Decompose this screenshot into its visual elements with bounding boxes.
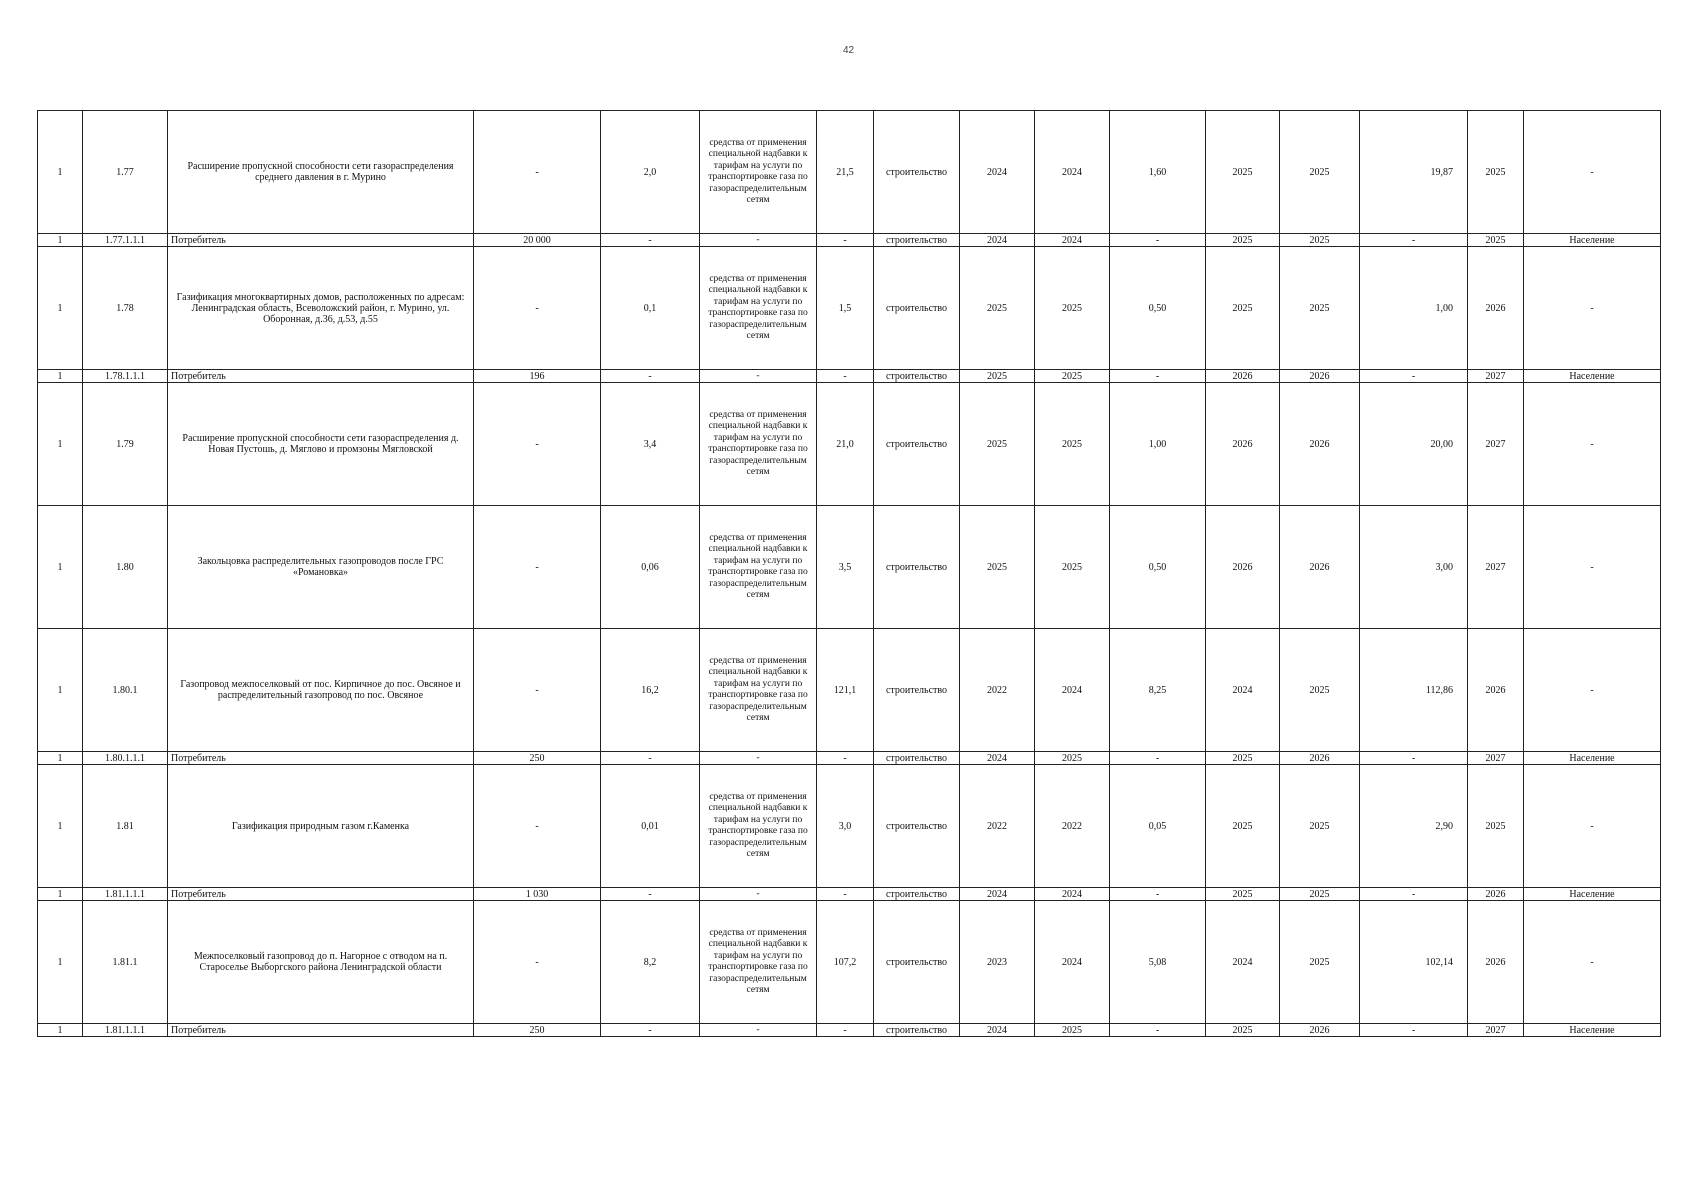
cell-quantity: - [474, 629, 601, 752]
cell-design-end: 2024 [1035, 888, 1110, 901]
cell-design-end: 2024 [1035, 901, 1110, 1024]
cell-quantity: 20 000 [474, 234, 601, 247]
cell-quantity: - [474, 901, 601, 1024]
cell-design-end: 2025 [1035, 1024, 1110, 1037]
cell-name: Потребитель [168, 888, 474, 901]
cell-name: Потребитель [168, 1024, 474, 1037]
table-row [38, 901, 1661, 1024]
cell-design-cost: - [1110, 1024, 1206, 1037]
cell-commission-year: 2026 [1468, 629, 1524, 752]
cell-work-type: строительство [874, 111, 960, 234]
cell-design-cost: 1,00 [1110, 383, 1206, 506]
cell-name: Расширение пропускной способности сети газораспределения д. Новая Пустошь, д. Мяглово и промзоны Мягловской [168, 383, 474, 506]
cell-num: 1 [38, 234, 83, 247]
cell-build-cost: 19,87 [1360, 111, 1468, 234]
table-subrow [38, 1024, 1661, 1037]
cell-length: 0,1 [601, 247, 700, 370]
cell-build-start: 2025 [1206, 247, 1280, 370]
cell-design-start: 2024 [960, 888, 1035, 901]
cell-num: 1 [38, 752, 83, 765]
cell-length: 0,06 [601, 506, 700, 629]
cell-work-type: строительство [874, 234, 960, 247]
cell-num: 1 [38, 901, 83, 1024]
cell-commission-year: 2026 [1468, 901, 1524, 1024]
page-number: 42 [842, 45, 855, 56]
cell-code: 1.81.1.1.1 [83, 1024, 168, 1037]
cell-consumer-type: - [1524, 765, 1661, 888]
table-row [38, 247, 1661, 370]
cell-name: Газификация природным газом г.Каменка [168, 765, 474, 888]
cell-cost: - [817, 888, 874, 901]
cell-quantity: 250 [474, 752, 601, 765]
cell-name: Потребитель [168, 752, 474, 765]
cell-consumer-type: Население [1524, 888, 1661, 901]
cell-name: Газификация многоквартирных домов, расположенных по адресам: Ленинградская область, Всеволожский район, г. Мурино, ул. Оборонная, д.36, д.53, д.55 [168, 247, 474, 370]
cell-build-cost: - [1360, 752, 1468, 765]
cell-design-end: 2024 [1035, 629, 1110, 752]
cell-length: 8,2 [601, 901, 700, 1024]
cell-build-start: 2025 [1206, 111, 1280, 234]
cell-quantity: - [474, 765, 601, 888]
table-row [38, 765, 1661, 888]
cell-design-cost: 5,08 [1110, 901, 1206, 1024]
cell-cost: 3,5 [817, 506, 874, 629]
cell-design-start: 2025 [960, 247, 1035, 370]
cell-build-cost: - [1360, 234, 1468, 247]
cell-code: 1.81 [83, 765, 168, 888]
cell-commission-year: 2025 [1468, 765, 1524, 888]
cell-build-start: 2025 [1206, 888, 1280, 901]
cell-consumer-type: Население [1524, 1024, 1661, 1037]
cell-length: - [601, 1024, 700, 1037]
cell-name: Расширение пропускной способности сети газораспределения среднего давления в г. Мурино [168, 111, 474, 234]
cell-build-end: 2026 [1280, 752, 1360, 765]
cell-design-start: 2025 [960, 506, 1035, 629]
cell-design-start: 2024 [960, 234, 1035, 247]
cell-consumer-type: - [1524, 506, 1661, 629]
cell-funding-source: средства от применения специальной надбавки к тарифам на услуги по транспортировке газа по газораспределительным сетям [700, 901, 817, 1024]
cell-design-end: 2025 [1035, 506, 1110, 629]
cell-design-end: 2024 [1035, 234, 1110, 247]
cell-code: 1.79 [83, 383, 168, 506]
table-row [38, 111, 1661, 234]
cell-funding-source: средства от применения специальной надбавки к тарифам на услуги по транспортировке газа по газораспределительным сетям [700, 247, 817, 370]
cell-commission-year: 2027 [1468, 370, 1524, 383]
cell-build-end: 2025 [1280, 888, 1360, 901]
cell-design-cost: 8,25 [1110, 629, 1206, 752]
cell-build-start: 2025 [1206, 1024, 1280, 1037]
cell-build-cost: 2,90 [1360, 765, 1468, 888]
cell-work-type: строительство [874, 752, 960, 765]
cell-work-type: строительство [874, 888, 960, 901]
cell-design-end: 2025 [1035, 370, 1110, 383]
cell-build-start: 2024 [1206, 901, 1280, 1024]
cell-work-type: строительство [874, 247, 960, 370]
cell-commission-year: 2027 [1468, 1024, 1524, 1037]
cell-cost: 21,5 [817, 111, 874, 234]
cell-work-type: строительство [874, 901, 960, 1024]
cell-design-cost: - [1110, 370, 1206, 383]
cell-funding-source: - [700, 234, 817, 247]
cell-design-cost: - [1110, 752, 1206, 765]
cell-build-start: 2026 [1206, 370, 1280, 383]
cell-design-cost: 1,60 [1110, 111, 1206, 234]
cell-name: Газопровод межпоселковый от пос. Кирпичное до пос. Овсяное и распределительный газопровод по пос. Овсяное [168, 629, 474, 752]
cell-consumer-type: - [1524, 383, 1661, 506]
cell-quantity: - [474, 383, 601, 506]
cell-name: Потребитель [168, 234, 474, 247]
cell-commission-year: 2027 [1468, 506, 1524, 629]
table-subrow [38, 370, 1661, 383]
table-row [38, 506, 1661, 629]
cell-funding-source: - [700, 1024, 817, 1037]
cell-work-type: строительство [874, 383, 960, 506]
cell-quantity: 196 [474, 370, 601, 383]
cell-num: 1 [38, 765, 83, 888]
cell-build-cost: 1,00 [1360, 247, 1468, 370]
cell-quantity: - [474, 506, 601, 629]
cell-build-cost: 3,00 [1360, 506, 1468, 629]
cell-build-end: 2025 [1280, 901, 1360, 1024]
cell-length: 0,01 [601, 765, 700, 888]
cell-commission-year: 2026 [1468, 888, 1524, 901]
cell-build-cost: - [1360, 888, 1468, 901]
cell-code: 1.80.1.1.1 [83, 752, 168, 765]
cell-build-cost: - [1360, 1024, 1468, 1037]
cell-build-end: 2026 [1280, 383, 1360, 506]
cell-consumer-type: Население [1524, 370, 1661, 383]
cell-cost: 3,0 [817, 765, 874, 888]
cell-length: 2,0 [601, 111, 700, 234]
cell-design-start: 2024 [960, 752, 1035, 765]
cell-build-start: 2024 [1206, 629, 1280, 752]
cell-design-start: 2023 [960, 901, 1035, 1024]
cell-design-start: 2025 [960, 370, 1035, 383]
cell-work-type: строительство [874, 506, 960, 629]
cell-design-cost: - [1110, 888, 1206, 901]
cell-num: 1 [38, 506, 83, 629]
cell-code: 1.81.1.1.1 [83, 888, 168, 901]
cell-build-end: 2026 [1280, 506, 1360, 629]
cell-name: Межпоселковый газопровод до п. Нагорное с отводом на п. Староселье Выборгского района Ленинградской области [168, 901, 474, 1024]
cell-design-end: 2022 [1035, 765, 1110, 888]
cell-build-cost: - [1360, 370, 1468, 383]
cell-name: Потребитель [168, 370, 474, 383]
cell-name: Закольцовка распределительных газопроводов после ГРС «Романовка» [168, 506, 474, 629]
cell-build-end: 2025 [1280, 629, 1360, 752]
cell-design-end: 2025 [1035, 383, 1110, 506]
cell-build-end: 2026 [1280, 370, 1360, 383]
cell-funding-source: - [700, 752, 817, 765]
cell-design-start: 2022 [960, 765, 1035, 888]
cell-design-cost: 0,50 [1110, 506, 1206, 629]
cell-funding-source: - [700, 370, 817, 383]
cell-cost: 121,1 [817, 629, 874, 752]
cell-funding-source: - [700, 888, 817, 901]
cell-funding-source: средства от применения специальной надбавки к тарифам на услуги по транспортировке газа по газораспределительным сетям [700, 506, 817, 629]
cell-consumer-type: Население [1524, 752, 1661, 765]
cell-build-start: 2025 [1206, 765, 1280, 888]
cell-num: 1 [38, 1024, 83, 1037]
gas-projects-table [37, 110, 1661, 1037]
cell-quantity: - [474, 111, 601, 234]
cell-length: 16,2 [601, 629, 700, 752]
table-row [38, 629, 1661, 752]
cell-consumer-type: Население [1524, 234, 1661, 247]
cell-cost: - [817, 1024, 874, 1037]
cell-commission-year: 2027 [1468, 383, 1524, 506]
cell-commission-year: 2027 [1468, 752, 1524, 765]
table-subrow [38, 888, 1661, 901]
cell-num: 1 [38, 888, 83, 901]
cell-cost: - [817, 752, 874, 765]
cell-design-end: 2024 [1035, 111, 1110, 234]
cell-build-start: 2026 [1206, 383, 1280, 506]
cell-build-end: 2025 [1280, 765, 1360, 888]
cell-funding-source: средства от применения специальной надбавки к тарифам на услуги по транспортировке газа по газораспределительным сетям [700, 383, 817, 506]
cell-consumer-type: - [1524, 629, 1661, 752]
cell-design-end: 2025 [1035, 247, 1110, 370]
cell-build-cost: 102,14 [1360, 901, 1468, 1024]
cell-num: 1 [38, 629, 83, 752]
cell-work-type: строительство [874, 1024, 960, 1037]
table-row [38, 383, 1661, 506]
cell-commission-year: 2026 [1468, 247, 1524, 370]
cell-length: - [601, 370, 700, 383]
cell-num: 1 [38, 111, 83, 234]
cell-design-start: 2024 [960, 1024, 1035, 1037]
cell-build-end: 2025 [1280, 111, 1360, 234]
cell-num: 1 [38, 370, 83, 383]
cell-funding-source: средства от применения специальной надбавки к тарифам на услуги по транспортировке газа по газораспределительным сетям [700, 765, 817, 888]
cell-code: 1.77.1.1.1 [83, 234, 168, 247]
cell-code: 1.78 [83, 247, 168, 370]
cell-build-start: 2026 [1206, 506, 1280, 629]
cell-quantity: 250 [474, 1024, 601, 1037]
table-subrow [38, 752, 1661, 765]
cell-commission-year: 2025 [1468, 111, 1524, 234]
cell-code: 1.77 [83, 111, 168, 234]
cell-work-type: строительство [874, 629, 960, 752]
cell-build-start: 2025 [1206, 752, 1280, 765]
cell-funding-source: средства от применения специальной надбавки к тарифам на услуги по транспортировке газа по газораспределительным сетям [700, 111, 817, 234]
cell-funding-source: средства от применения специальной надбавки к тарифам на услуги по транспортировке газа по газораспределительным сетям [700, 629, 817, 752]
cell-design-start: 2022 [960, 629, 1035, 752]
cell-consumer-type: - [1524, 111, 1661, 234]
cell-build-end: 2025 [1280, 247, 1360, 370]
cell-code: 1.80.1 [83, 629, 168, 752]
cell-design-start: 2024 [960, 111, 1035, 234]
table-subrow [38, 234, 1661, 247]
cell-length: - [601, 888, 700, 901]
cell-num: 1 [38, 247, 83, 370]
cell-build-end: 2025 [1280, 234, 1360, 247]
cell-design-start: 2025 [960, 383, 1035, 506]
cell-code: 1.80 [83, 506, 168, 629]
cell-build-end: 2026 [1280, 1024, 1360, 1037]
cell-code: 1.78.1.1.1 [83, 370, 168, 383]
cell-consumer-type: - [1524, 901, 1661, 1024]
cell-cost: 1,5 [817, 247, 874, 370]
cell-cost: 107,2 [817, 901, 874, 1024]
cell-length: - [601, 752, 700, 765]
cell-design-end: 2025 [1035, 752, 1110, 765]
cell-quantity: 1 030 [474, 888, 601, 901]
cell-build-start: 2025 [1206, 234, 1280, 247]
cell-work-type: строительство [874, 765, 960, 888]
cell-work-type: строительство [874, 370, 960, 383]
cell-commission-year: 2025 [1468, 234, 1524, 247]
cell-cost: 21,0 [817, 383, 874, 506]
cell-quantity: - [474, 247, 601, 370]
cell-cost: - [817, 370, 874, 383]
cell-design-cost: - [1110, 234, 1206, 247]
cell-design-cost: 0,50 [1110, 247, 1206, 370]
cell-cost: - [817, 234, 874, 247]
cell-build-cost: 112,86 [1360, 629, 1468, 752]
cell-length: 3,4 [601, 383, 700, 506]
cell-num: 1 [38, 383, 83, 506]
cell-code: 1.81.1 [83, 901, 168, 1024]
cell-length: - [601, 234, 700, 247]
cell-build-cost: 20,00 [1360, 383, 1468, 506]
cell-design-cost: 0,05 [1110, 765, 1206, 888]
cell-consumer-type: - [1524, 247, 1661, 370]
